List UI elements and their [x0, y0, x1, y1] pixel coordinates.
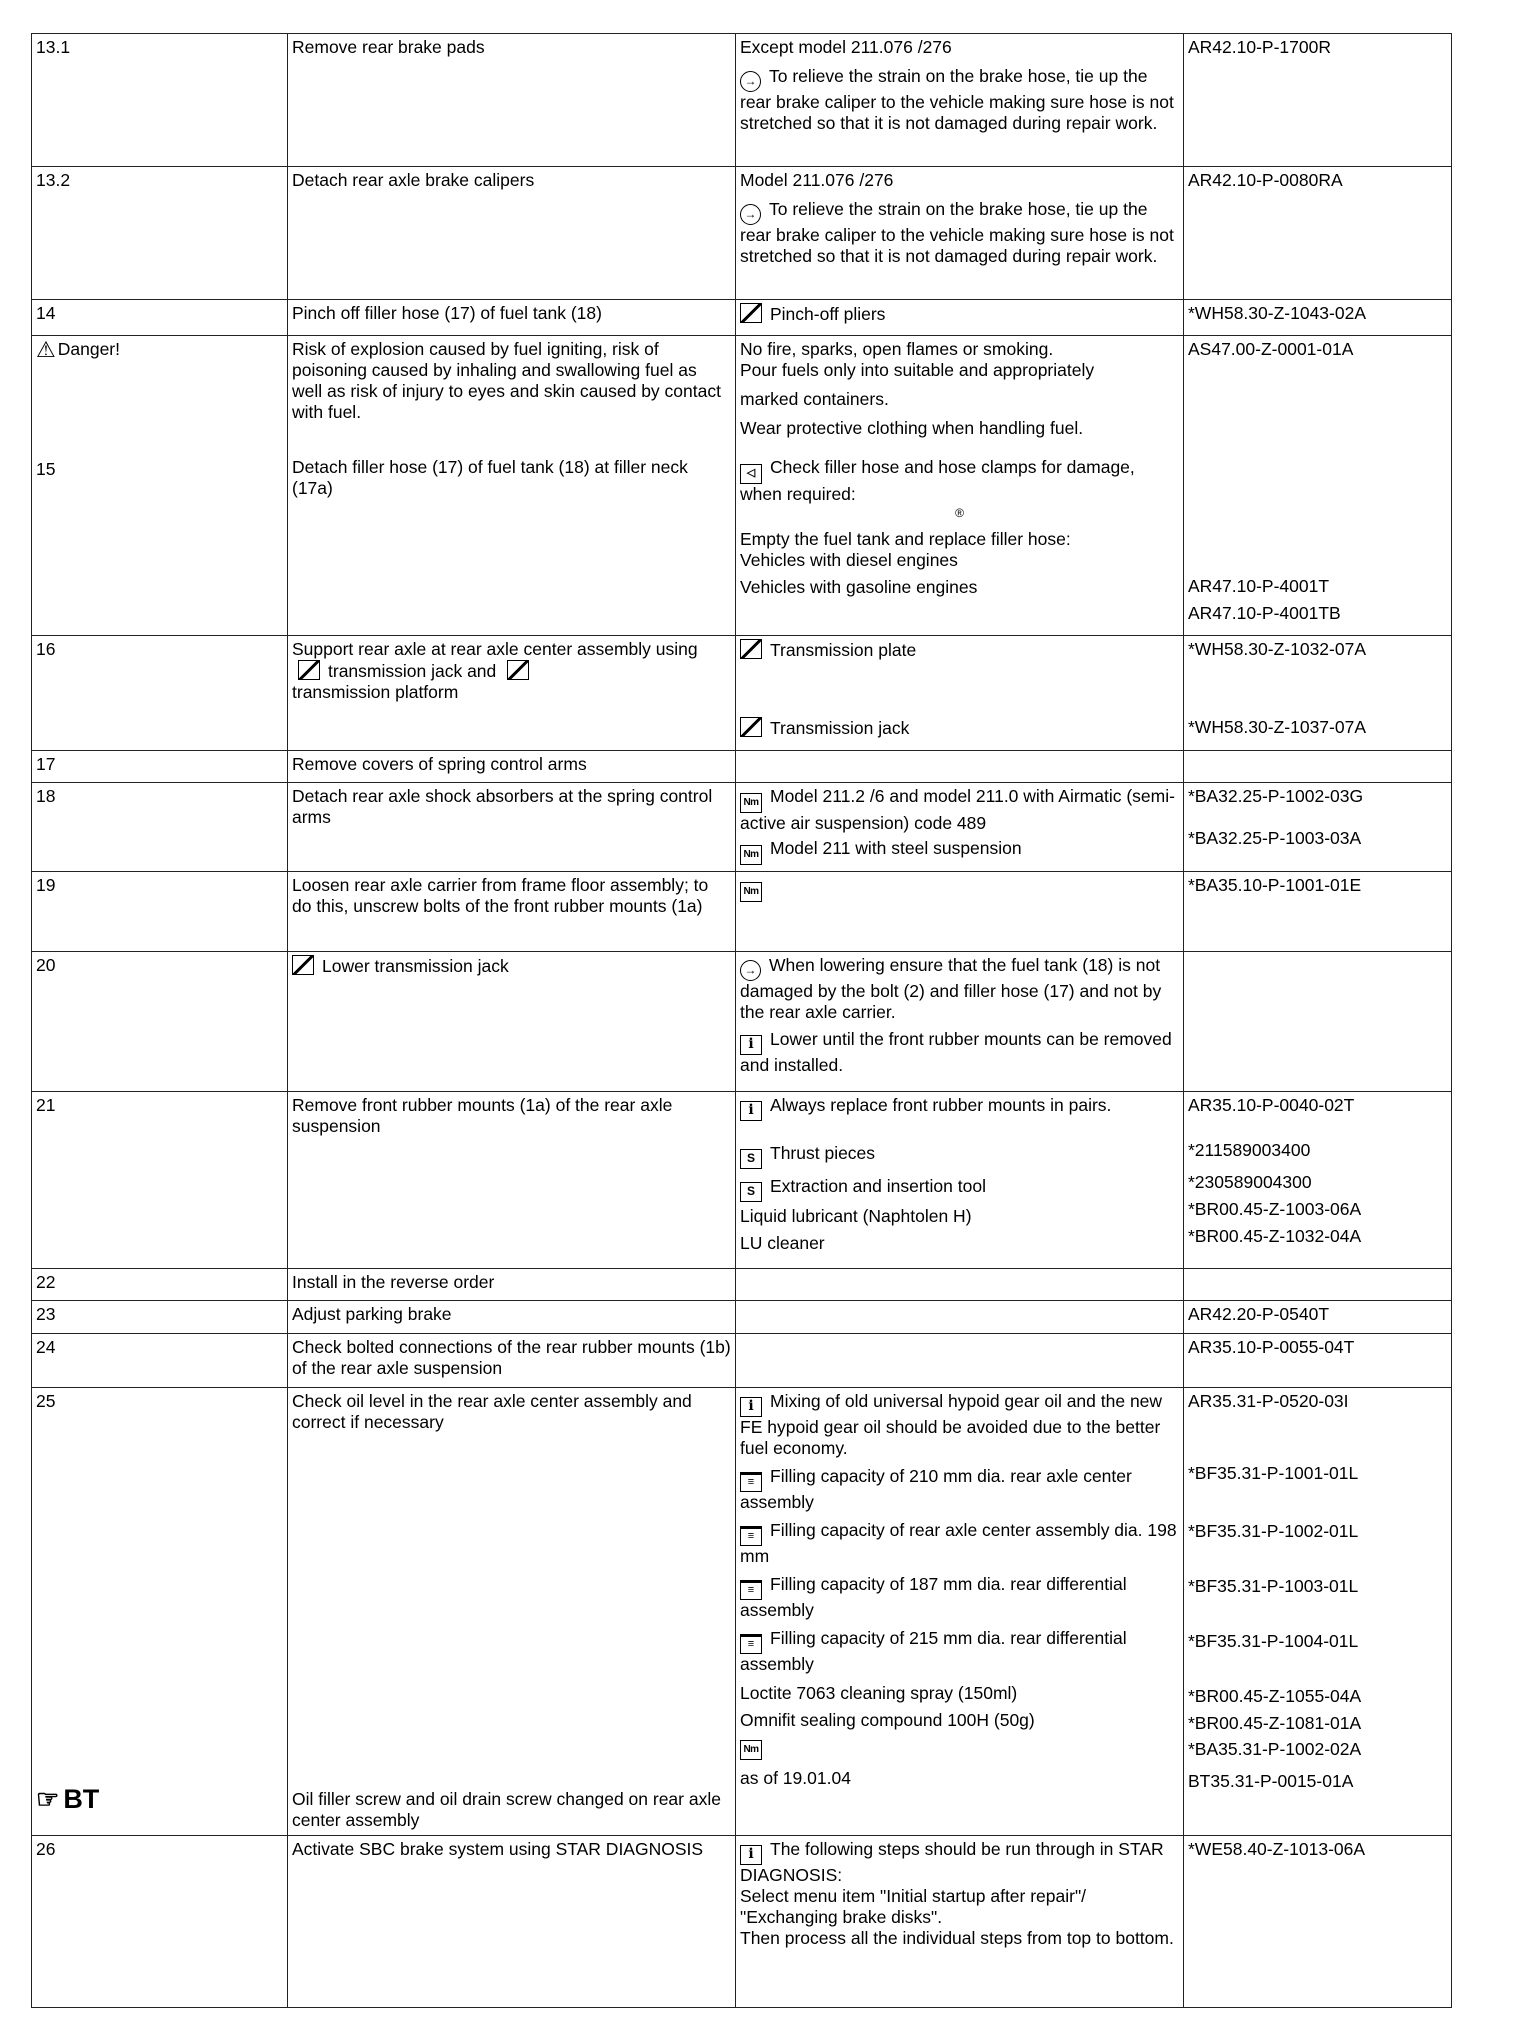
table-row: [32, 1836, 1452, 2008]
step-notes: [736, 1334, 1184, 1388]
table-row: [32, 34, 1452, 167]
tool-icon: [298, 660, 320, 680]
note-text: Omnifit sealing compound 100H (50g): [740, 1710, 1035, 1730]
step-number: 17: [32, 751, 288, 783]
bt-text: BT: [63, 1784, 100, 1814]
reference-code: AR42.20-P-0540T: [1184, 1301, 1452, 1334]
info-icon: i: [740, 1845, 762, 1865]
note-text: No fire, sparks, open flames or smoking.: [740, 339, 1054, 359]
info-icon: i: [740, 1035, 762, 1055]
filling-capacity-icon: ≡: [740, 1634, 762, 1654]
filling-capacity-icon: ≡: [740, 1472, 762, 1492]
tool-icon: [507, 660, 529, 680]
note-text: Vehicles with gasoline engines: [740, 577, 978, 597]
torque-nm-icon: Nm: [740, 793, 762, 813]
reference-code: AR47.10-P-4001T: [1188, 576, 1330, 596]
step-action: Remove covers of spring control arms: [288, 751, 736, 783]
note-text: Always replace front rubber mounts in pairs.: [770, 1095, 1112, 1115]
note-text: The following steps should be run through in STAR DIAGNOSIS:: [740, 1839, 1164, 1885]
step-action: Remove rear brake pads: [288, 34, 736, 167]
step-notes: [736, 1301, 1184, 1334]
step-notes: [736, 1836, 1184, 2008]
reference-code: *WH58.30-Z-1037-07A: [1188, 717, 1366, 737]
reference-code: AS47.00-Z-0001-01A: [1188, 339, 1354, 359]
step-notes: [736, 1092, 1184, 1269]
note-text: Except model 211.076 /276: [740, 37, 952, 57]
step-action: Remove front rubber mounts (1a) of the rear axle suspension: [288, 1092, 736, 1269]
reference-code: *211589003400: [1188, 1140, 1311, 1160]
danger-text: Danger!: [57, 339, 120, 359]
torque-nm-icon: Nm: [740, 845, 762, 865]
reference-code: *WH58.30-Z-1032-07A: [1188, 639, 1366, 659]
note-circle-icon: →: [740, 71, 761, 92]
special-tool-icon: S: [740, 1182, 762, 1202]
step-number: 16: [32, 636, 288, 751]
step-action: [288, 636, 736, 751]
warning-triangle-icon: ⚠: [36, 336, 56, 362]
step-action: Check bolted connections of the rear rubber mounts (1b) of the rear axle suspension: [288, 1334, 736, 1388]
step-notes: [736, 783, 1184, 872]
reference-code: AR42.10-P-1700R: [1184, 34, 1452, 167]
step-action: [288, 952, 736, 1092]
note-text: Extraction and insertion tool: [770, 1176, 986, 1196]
step-action-text: Lower transmission jack: [322, 956, 509, 976]
step-number: 25: [36, 1391, 56, 1411]
reference-code: *BA32.25-P-1002-03G: [1188, 786, 1364, 806]
danger-description: Risk of explosion caused by fuel igniting, risk of poisoning caused by inhaling and swallowing fuel as well as risk of injury to eyes and skin caused by contact with fuel.: [292, 339, 721, 422]
table-row: [32, 1334, 1452, 1388]
step-number: 13.2: [32, 167, 288, 300]
step-action: Install in the reverse order: [288, 1269, 736, 1301]
step-notes: [736, 1388, 1184, 1836]
note-text: Check filler hose and hose clamps for damage, when required:: [740, 457, 1135, 504]
table-row: [32, 1269, 1452, 1301]
step-action: Loosen rear axle carrier from frame floor assembly; to do this, unscrew bolts of the front rubber mounts (1a): [288, 872, 736, 952]
step-notes: [736, 34, 1184, 167]
note-text: Model 211 with steel suspension: [770, 838, 1022, 858]
table-row: [32, 167, 1452, 300]
reference-code: AR35.10-P-0055-04T: [1184, 1334, 1452, 1388]
step-action: Detach rear axle shock absorbers at the spring control arms: [288, 783, 736, 872]
tool-icon: [740, 303, 762, 323]
note-text: Filling capacity of 215 mm dia. rear differential assembly: [740, 1628, 1127, 1674]
note-text: Filling capacity of rear axle center assembly dia. 198 mm: [740, 1520, 1177, 1566]
info-icon: i: [740, 1397, 762, 1417]
note-text: Pinch-off pliers: [770, 304, 886, 324]
step-number: 19: [32, 872, 288, 952]
info-icon: i: [740, 1101, 762, 1121]
note-text: Filling capacity of 187 mm dia. rear differential assembly: [740, 1574, 1127, 1620]
note-text: Then process all the individual steps from top to bottom.: [740, 1928, 1174, 1948]
reference-code: AR47.10-P-4001TB: [1188, 603, 1341, 623]
step-number: [32, 1388, 288, 1836]
reference-code: [1184, 783, 1452, 872]
step-number: [32, 336, 288, 636]
step-action: Activate SBC brake system using STAR DIAGNOSIS: [288, 1836, 736, 2008]
step-number: 15: [36, 458, 56, 479]
check-icon: ◁: [740, 464, 762, 484]
step-notes: [736, 167, 1184, 300]
step-number: 20: [32, 952, 288, 1092]
table-row: [32, 1388, 1452, 1836]
filling-capacity-icon: ≡: [740, 1580, 762, 1600]
reference-code: *BA35.10-P-1001-01E: [1184, 872, 1452, 952]
reference-code: *WE58.40-Z-1013-06A: [1184, 1836, 1452, 2008]
reference-code: *BF35.31-P-1003-01L: [1188, 1576, 1359, 1596]
step-number: 24: [32, 1334, 288, 1388]
note-text: Wear protective clothing when handling fuel.: [740, 418, 1084, 438]
step-notes: [736, 751, 1184, 783]
bt-note: as of 19.01.04: [740, 1768, 851, 1788]
step-action: Pinch off filler hose (17) of fuel tank (18): [288, 300, 736, 336]
bt-action: Oil filler screw and oil drain screw changed on rear axle center assembly: [292, 1789, 721, 1830]
tool-icon: [292, 955, 314, 975]
step-number: 23: [32, 1301, 288, 1334]
step-notes: [736, 336, 1184, 636]
tool-icon: [740, 717, 762, 737]
reference-code: *BR00.45-Z-1032-04A: [1188, 1226, 1362, 1246]
step-action-text: Support rear axle at rear axle center assembly using: [292, 639, 698, 659]
reference-code: [1184, 952, 1452, 1092]
step-number: 18: [32, 783, 288, 872]
reference-code: *BR00.45-Z-1055-04A: [1188, 1686, 1362, 1706]
table-row: [32, 336, 1452, 636]
step-number: 26: [32, 1836, 288, 2008]
table-row: [32, 872, 1452, 952]
note-text: Lower until the front rubber mounts can be removed and installed.: [740, 1029, 1172, 1075]
torque-nm-icon: Nm: [740, 882, 762, 902]
note-text: Empty the fuel tank and replace filler hose:: [740, 529, 1071, 549]
reference-code: *BA32.25-P-1003-03A: [1188, 828, 1362, 848]
step-action-text: transmission platform: [292, 682, 459, 702]
tool-icon: [740, 639, 762, 659]
table-row: [32, 300, 1452, 336]
step-action: Adjust parking brake: [288, 1301, 736, 1334]
reference-code: *BF35.31-P-1001-01L: [1188, 1463, 1359, 1483]
note-text: When lowering ensure that the fuel tank (18) is not damaged by the bolt (2) and filler hose (17) and not by the rear axle carrier.: [740, 955, 1162, 1022]
step-action-text: Check oil level in the rear axle center assembly and correct if necessary: [292, 1391, 692, 1432]
danger-label: [36, 336, 120, 362]
reference-code: *BF35.31-P-1004-01L: [1188, 1631, 1359, 1651]
reference-code: [1184, 1388, 1452, 1836]
note-text: Transmission plate: [770, 640, 917, 660]
step-notes: [736, 872, 1184, 952]
reference-code: AR35.31-P-0520-03I: [1188, 1391, 1349, 1411]
note-text: Thrust pieces: [770, 1143, 876, 1163]
reference-code: AR35.10-P-0040-02T: [1188, 1095, 1355, 1115]
step-notes: [736, 952, 1184, 1092]
note-text: Liquid lubricant (Naphtolen H): [740, 1206, 972, 1226]
reference-code: *230589004300: [1188, 1172, 1312, 1192]
step-action: [288, 1388, 736, 1836]
table-row: [32, 751, 1452, 783]
note-circle-icon: →: [740, 204, 761, 225]
note-circle-icon: →: [740, 960, 761, 981]
reference-code: [1184, 1092, 1452, 1269]
repair-steps-table: [31, 33, 1452, 2008]
reference-code: [1184, 336, 1452, 636]
table-row: [32, 1092, 1452, 1269]
note-text: Model 211.2 /6 and model 211.0 with Airmatic (semi-active air suspension) code 489: [740, 786, 1175, 833]
reference-code: [1184, 1269, 1452, 1301]
step-notes: [736, 1269, 1184, 1301]
pointing-hand-icon: ☞: [36, 1784, 60, 1814]
note-text: Pour fuels only into suitable and appropriately: [740, 360, 1095, 380]
step-number: 21: [32, 1092, 288, 1269]
step-notes: [736, 636, 1184, 751]
step-action: [288, 336, 736, 636]
bt-reference-code: BT35.31-P-0015-01A: [1188, 1771, 1354, 1791]
note-text: To relieve the strain on the brake hose, tie up the rear brake caliper to the vehicle making sure hose is not stretched so that it is not damaged during repair work.: [740, 66, 1174, 133]
reference-code: *BF35.31-P-1002-01L: [1188, 1521, 1359, 1541]
table-row: [32, 636, 1452, 751]
note-text: Mixing of old universal hypoid gear oil and the new FE hypoid gear oil should be avoided due to the better fuel economy.: [740, 1391, 1163, 1458]
note-text: To relieve the strain on the brake hose, tie up the rear brake caliper to the vehicle making sure hose is not stretched so that it is not damaged during repair work.: [740, 199, 1174, 266]
bt-label: [36, 1785, 99, 1813]
reference-code: *BR00.45-Z-1081-01A: [1188, 1713, 1362, 1733]
step-action-text: transmission jack and: [328, 661, 497, 681]
note-text: marked containers.: [740, 389, 889, 409]
note-text: Loctite 7063 cleaning spray (150ml): [740, 1683, 1018, 1703]
reference-code: *BR00.45-Z-1003-06A: [1188, 1199, 1362, 1219]
reference-code: *WH58.30-Z-1043-02A: [1184, 300, 1452, 336]
registered-mark: ®: [955, 506, 964, 520]
table-row: [32, 1301, 1452, 1334]
step-notes: [736, 300, 1184, 336]
note-text: Filling capacity of 210 mm dia. rear axle center assembly: [740, 1466, 1132, 1512]
note-text: Select menu item "Initial startup after repair"/ "Exchanging brake disks".: [740, 1886, 1087, 1927]
filling-capacity-icon: ≡: [740, 1526, 762, 1546]
table-row: [32, 783, 1452, 872]
reference-code: AR42.10-P-0080RA: [1184, 167, 1452, 300]
torque-nm-icon: Nm: [740, 1740, 762, 1760]
reference-code: *BA35.31-P-1002-02A: [1188, 1739, 1362, 1759]
special-tool-icon: S: [740, 1149, 762, 1169]
step-number: 13.1: [32, 34, 288, 167]
step-number: 14: [32, 300, 288, 336]
note-text: Model 211.076 /276: [740, 170, 894, 190]
step-action: Detach rear axle brake calipers: [288, 167, 736, 300]
table-row: [32, 952, 1452, 1092]
note-text: LU cleaner: [740, 1233, 825, 1253]
step-number: 22: [32, 1269, 288, 1301]
note-text: Transmission jack: [770, 718, 910, 738]
reference-code: [1184, 636, 1452, 751]
note-text: Vehicles with diesel engines: [740, 550, 958, 570]
reference-code: [1184, 751, 1452, 783]
step-action: Detach filler hose (17) of fuel tank (18) at filler neck (17a): [292, 457, 688, 498]
